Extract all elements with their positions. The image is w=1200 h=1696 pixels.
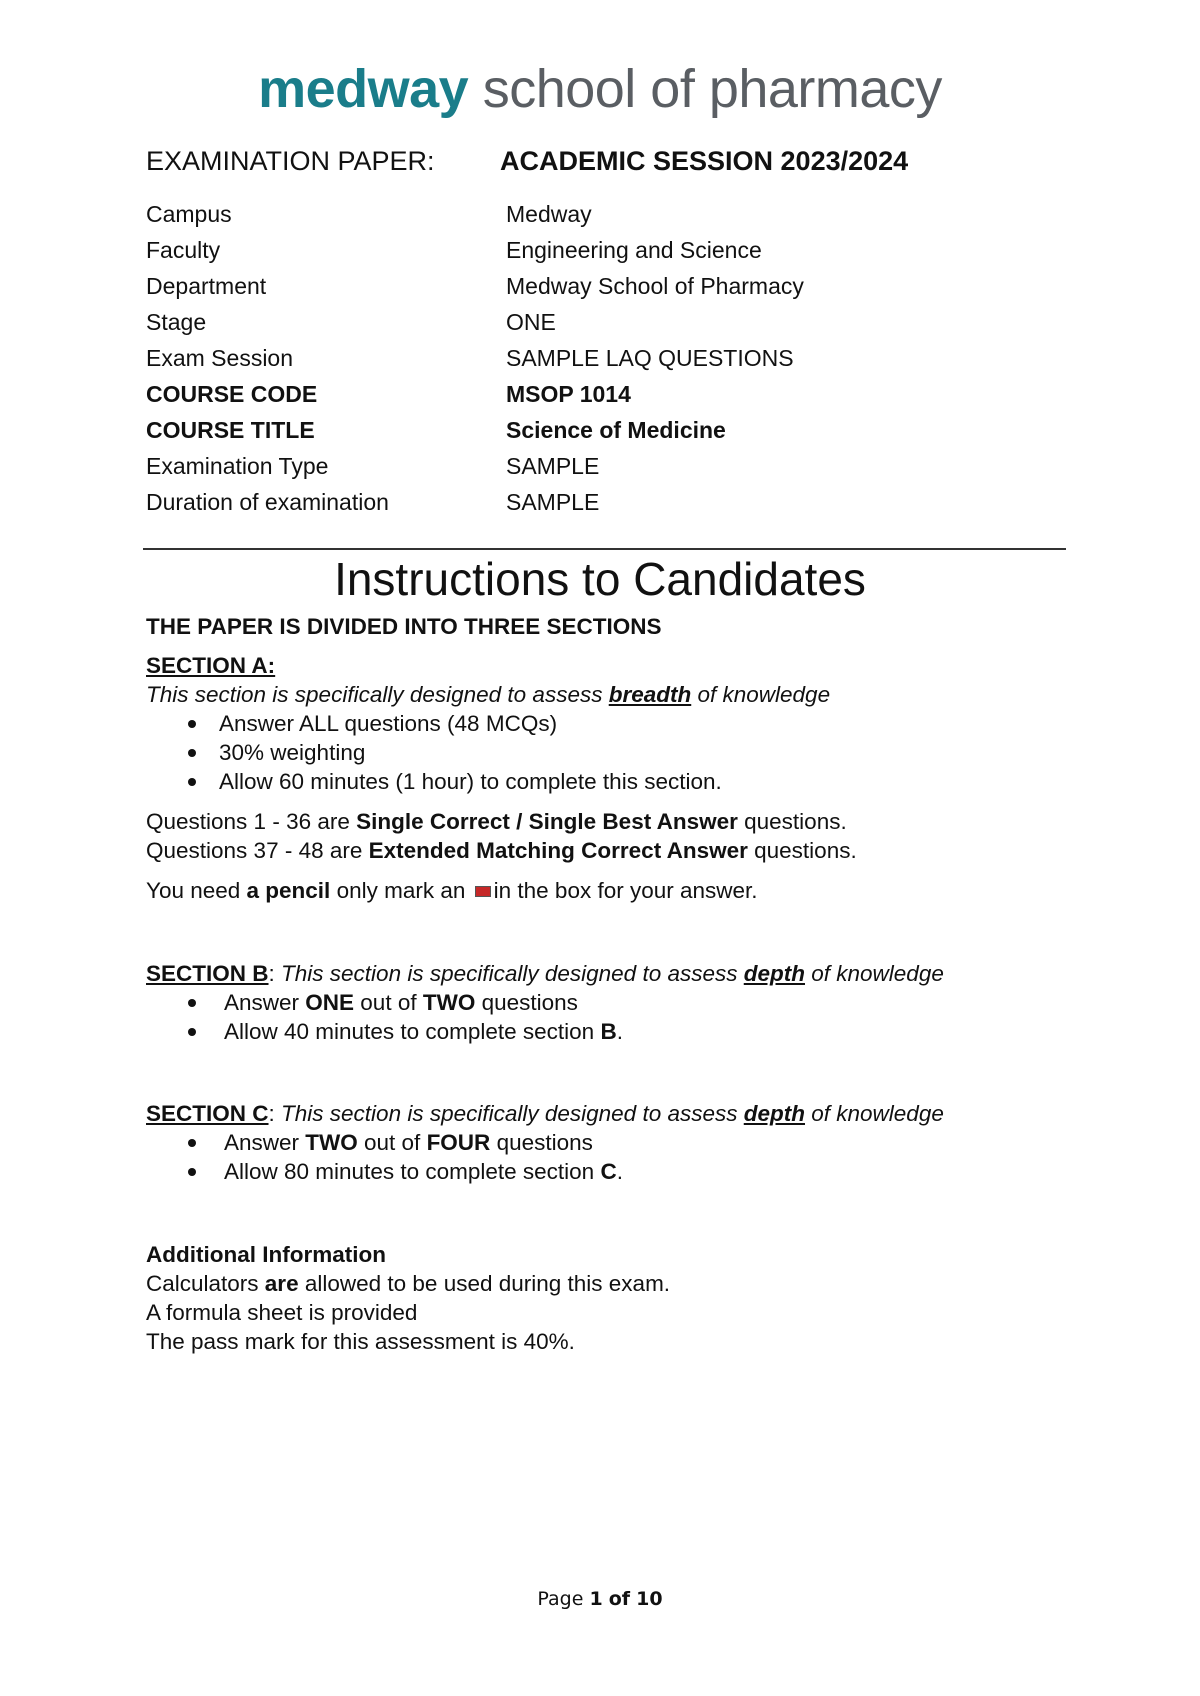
info-value: SAMPLE	[506, 453, 600, 479]
section-c-bullets	[146, 1128, 1076, 1186]
info-row	[146, 232, 804, 268]
list-item: 30% weighting	[146, 738, 1076, 767]
divider	[143, 548, 1066, 550]
info-key: Faculty	[146, 237, 221, 263]
info-key: COURSE CODE	[146, 381, 318, 407]
question-range-1: Questions 1 - 36 are Single Correct / Single Best Answer questions.	[146, 809, 847, 834]
pencil-instruction: You need a pencil only mark an in the box for your answer.	[146, 878, 758, 903]
formula-note: A formula sheet is provided	[146, 1300, 418, 1325]
info-value: Science of Medicine	[506, 417, 726, 443]
info-value: MSOP 1014	[506, 381, 631, 407]
info-value: Medway School of Pharmacy	[506, 273, 804, 299]
section-c-heading: SECTION C: This section is specifically designed to assess depth of knowledge	[146, 1101, 944, 1126]
info-key: COURSE TITLE	[146, 417, 315, 443]
calculator-note: Calculators are allowed to be used during this exam.	[146, 1271, 671, 1296]
list-item: Answer TWO out of FOUR questions	[146, 1128, 1076, 1157]
info-row	[146, 412, 804, 448]
info-row	[146, 376, 804, 412]
page-footer	[0, 1588, 1200, 1610]
section-a-description: This section is specifically designed to assess breadth of knowledge	[146, 682, 831, 707]
info-row	[146, 340, 804, 376]
question-range-2: Questions 37 - 48 are Extended Matching Correct Answer questions.	[146, 838, 857, 863]
info-value: ONE	[506, 309, 556, 335]
info-key: Campus	[146, 201, 232, 227]
of-word: of	[608, 1588, 631, 1610]
exam-info-table	[146, 196, 804, 520]
info-key: Duration of examination	[146, 489, 389, 515]
logo-regular-text: school of pharmacy	[482, 59, 942, 119]
academic-session: ACADEMIC SESSION 2023/2024	[500, 146, 909, 176]
school-logo	[0, 58, 1200, 120]
section-a-heading: SECTION A:	[146, 653, 276, 678]
info-key: Department	[146, 273, 267, 299]
list-item: Answer ALL questions (48 MCQs)	[146, 709, 1076, 738]
list-item: Allow 80 minutes to complete section C.	[146, 1157, 1076, 1186]
section-b-bullets	[146, 988, 1076, 1046]
logo-bold-text: medway	[258, 59, 469, 119]
info-key: Stage	[146, 309, 207, 335]
page-total: 10	[636, 1588, 663, 1610]
info-row	[146, 484, 804, 520]
section-b-heading: SECTION B: This section is specifically designed to assess depth of knowledge	[146, 961, 944, 986]
exam-paper-label: EXAMINATION PAPER:	[146, 146, 435, 176]
info-value: Medway	[506, 201, 592, 227]
pass-mark-note: The pass mark for this assessment is 40%.	[146, 1329, 575, 1354]
page-word: Page	[537, 1588, 584, 1610]
instructions-body	[146, 612, 1076, 1356]
list-item: Allow 60 minutes (1 hour) to complete this section.	[146, 767, 1076, 796]
info-row	[146, 196, 804, 232]
instructions-title: Instructions to Candidates	[334, 553, 866, 605]
list-item: Allow 40 minutes to complete section B.	[146, 1017, 1076, 1046]
info-value: SAMPLE LAQ QUESTIONS	[506, 345, 794, 371]
info-value: SAMPLE	[506, 489, 600, 515]
info-value: Engineering and Science	[506, 237, 762, 263]
pencil-mark-icon	[475, 886, 491, 897]
section-a-bullets	[146, 709, 1076, 796]
list-item: Answer ONE out of TWO questions	[146, 988, 1076, 1017]
info-key: Examination Type	[146, 453, 329, 479]
info-row	[146, 304, 804, 340]
sections-intro: THE PAPER IS DIVIDED INTO THREE SECTIONS	[146, 614, 662, 639]
info-row	[146, 268, 804, 304]
additional-info-heading: Additional Information	[146, 1242, 386, 1267]
info-row	[146, 448, 804, 484]
page-number: 1	[589, 1588, 603, 1610]
info-key: Exam Session	[146, 345, 294, 371]
